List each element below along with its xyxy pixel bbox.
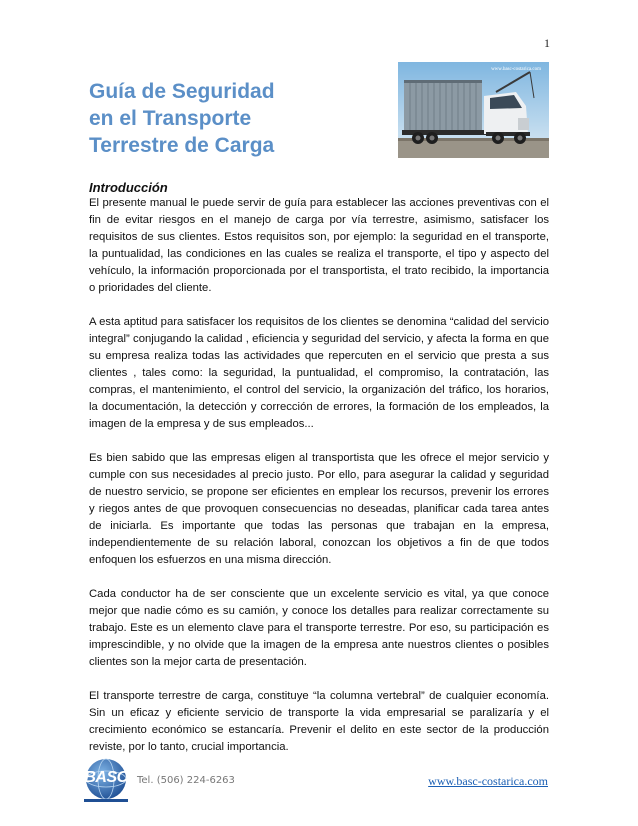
paragraph: El transporte terrestre de carga, constituye “la columna vertebral” de cualquier economía. Sin un eficaz y eficiente servicio de transporte la vida empresarial se paralizaría y el crecimiento económico se estancaría. Prevenir el delito en este sector de la producción reviste, por lo tanto, crucial importancia. [89, 690, 549, 753]
basc-logo [80, 755, 132, 807]
introduction-body [89, 195, 549, 756]
title-line-1: Guía de Seguridad [89, 80, 275, 103]
paragraph: Cada conductor ha de ser consciente que un excelente servicio es vital, ya que conoce mejor que nadie cómo es su camión, y conoce los detalles para realizar correctamente su trabajo. Este es un elemento clave para el transporte terrestre. Por eso, su participación es imprescindible, y no olvide que la imagen de la empresa ante nuestros clientes o posibles clientes son la mejor carta de presentación. [89, 588, 549, 668]
paragraph: El presente manual le puede servir de guía para establecer las acciones preventivas con el fin de evitar riesgos en el manejo de carga por vía terrestre, asimismo, satisfacer los requisitos de sus clientes. Estos requisitos son, por ejemplo: la seguridad en el transporte, la puntualidad, las condiciones en las cuales se realiza el transporte, el tipo y aspecto del vehículo, la información proporcionada por el transportista, el trato recibido, la importancia o prioridades del cliente. [89, 197, 549, 294]
photo-caption: www.basc-costarica.com [491, 67, 541, 72]
title-line-2: en el Transporte [89, 107, 252, 130]
introduction-heading: Introducción [89, 180, 168, 195]
footer-phone: Tel. (506) 224-6263 [137, 775, 235, 786]
footer-website-link[interactable]: www.basc-costarica.com [428, 774, 548, 788]
paragraph: A esta aptitud para satisfacer los requisitos de los clientes se denomina “calidad del servicio integral” conjugando la calidad , eficiencia y seguridad del servicio, y afecta la forma en que su empresa realiza todas las actividades que repercuten en el servicio que presta a sus clientes , tales como: la seguridad, la puntualidad, el compromiso, la contratación, las compras, el mantenimiento, el control del servicio, la organización del tráfico, los horarios, la documentación, la detección y corrección de errores, la formación de los empleados, la imagen de la empresa y de sus empleados... [89, 316, 549, 430]
title-line-3: Terrestre de Carga [89, 134, 275, 157]
page-number: 1 [544, 36, 550, 50]
paragraph: Es bien sabido que las empresas eligen al transportista que les ofrece el mejor servicio y cumple con sus necesidades al precio justo. Por ello, para asegurar la calidad y seguridad de nuestro servicio, se propone ser eficientes en emplear los recursos, prevenir los errores y riegos antes de que provoquen consecuencias no deseadas, planificar cada tarea antes de iniciarla. Es importante que todas las personas que trabajan en la empresa, independientemente de su relación laboral, conozcan los objetivos a fin de que todos enfoquen los esfuerzos en una misma dirección. [89, 452, 549, 566]
truck-photo [398, 62, 549, 158]
truck-illustration [398, 62, 549, 158]
document-title [89, 78, 369, 159]
logo-text: BASC [84, 769, 128, 786]
